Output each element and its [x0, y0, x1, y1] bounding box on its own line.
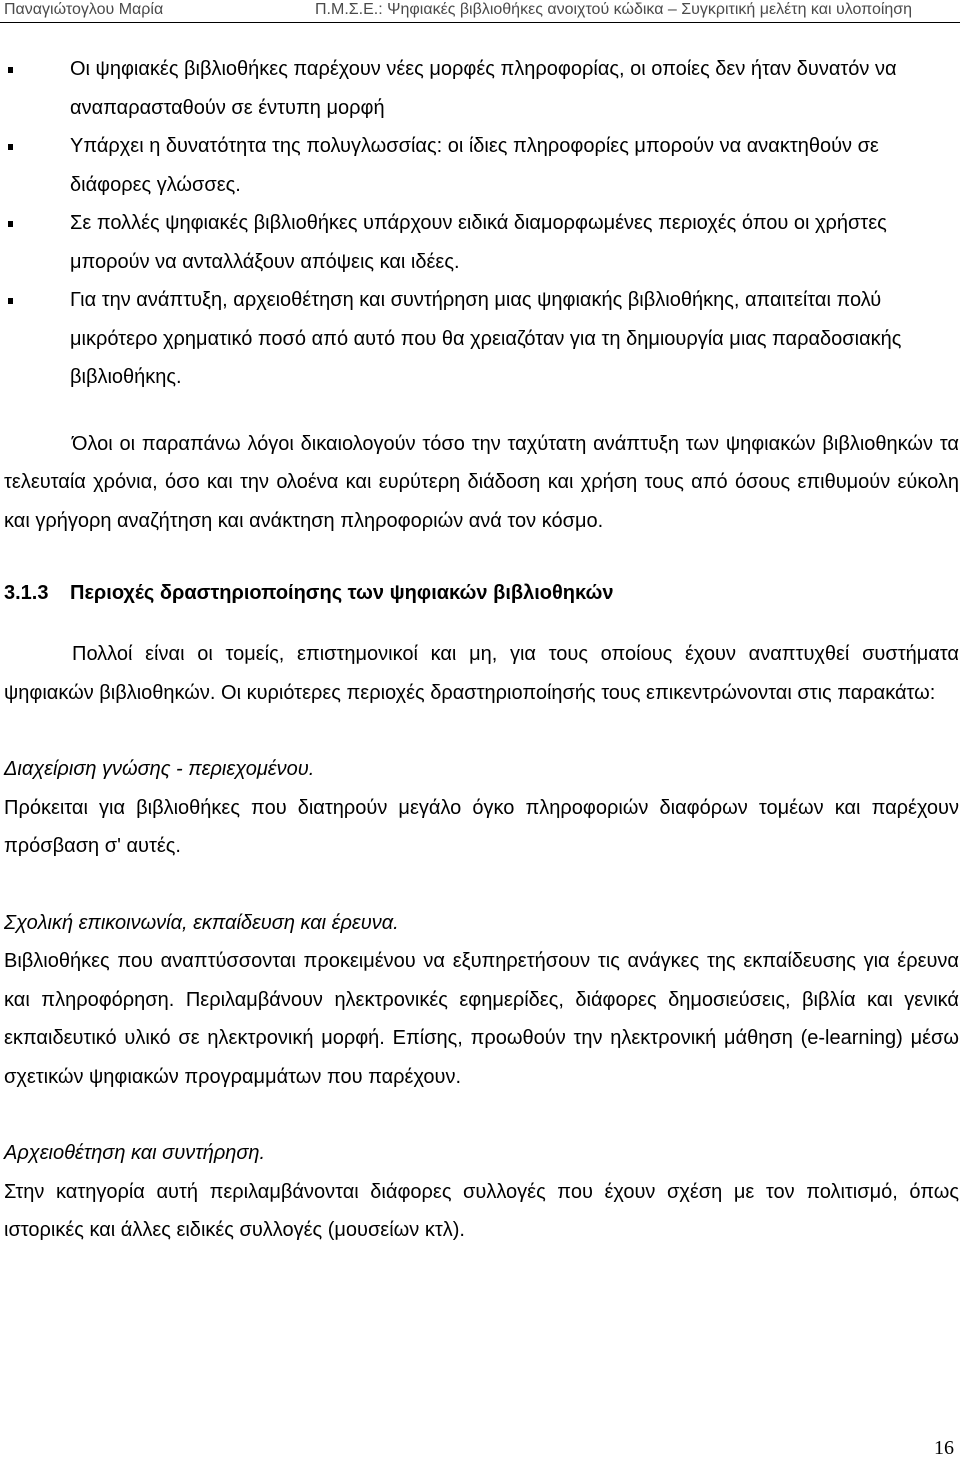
bullet-text: Για την ανάπτυξη, αρχειοθέτηση και συντήρηση μιας ψηφιακής βιβλιοθήκης, απαιτείται πολύ μικρότερο χρηματικό ποσό από αυτό που θα χρειαζόταν για τη δημιουργία μιας παραδοσιακής βιβλιοθήκης.	[70, 289, 902, 388]
section-intro: Πολλοί είναι οι τομείς, επιστημονικοί και μη, για τους οποίους έχουν αναπτυχθεί συστήματα ψηφιακών βιβλιοθηκών. Οι κυριότερες περιοχές δραστηριοποίησής τους επικεντρώνονται στις παρακάτω:	[4, 643, 959, 704]
square-bullet-icon	[8, 221, 13, 227]
page-content	[4, 50, 959, 1250]
header-rule	[0, 22, 960, 23]
bullet-item	[4, 127, 959, 204]
bullet-text: Σε πολλές ψηφιακές βιβλιοθήκες υπάρχουν ειδικά διαμορφωμένες περιοχές όπου οι χρήστες μπορούν να ανταλλάξουν απόψεις και ιδέες.	[70, 212, 887, 273]
page-number: 16	[934, 1437, 954, 1459]
bullet-list	[4, 50, 959, 397]
bullet-text: Οι ψηφιακές βιβλιοθήκες παρέχουν νέες μορφές πληροφορίας, οι οποίες δεν ήταν δυνατόν να αναπαρασταθούν σε έντυπη μορφή	[70, 58, 897, 119]
header-author: Παναγιώτογλου Μαρία	[4, 1, 164, 18]
page-header	[0, 0, 960, 26]
area-text-education: Βιβλιοθήκες που αναπτύσσονται προκειμένου να εξυπηρετήσουν τις ανάγκες της εκπαίδευσης για έρευνα και πληροφόρηση. Περιλαμβάνουν ηλεκτρονικές εφημερίδες, διάφορες δημοσιεύσεις, βιβλία και γενικά εκπαιδευτικό υλικό σε ηλεκτρονική μορφή. Επίσης, προωθούν την ηλεκτρονική μάθηση (e-learning) μέσω σχετικών ψηφιακών προγραμμάτων που παρέχουν.	[4, 950, 959, 1088]
area-title-knowledge-management: Διαχείριση γνώσης - περιεχομένου.	[4, 758, 315, 780]
area-text-knowledge-management: Πρόκειται για βιβλιοθήκες που διατηρούν μεγάλο όγκο πληροφοριών διαφόρων τομέων και παρέχουν πρόσβαση σ' αυτές.	[4, 796, 959, 857]
square-bullet-icon	[8, 144, 13, 150]
summary-paragraph: Όλοι οι παραπάνω λόγοι δικαιολογούν τόσο την ταχύτατη ανάπτυξη των ψηφιακών βιβλιοθηκών τα τελευταία χρόνια, όσο και την ολοένα και ευρύτερη διάδοση και χρήση τους από όσους επιθυμούν εύκολη και γρήγορη αναζήτηση και ανάκτηση πληροφοριών ανά τον κόσμο.	[4, 432, 959, 532]
header-title: Π.Μ.Σ.Ε.: Ψηφιακές βιβλιοθήκες ανοιχτού κώδικα – Συγκριτική μελέτη και υλοποίηση	[315, 1, 913, 18]
bullet-item	[4, 204, 959, 281]
area-title-education: Σχολική επικοινωνία, εκπαίδευση και έρευνα.	[4, 911, 399, 934]
section-title: Περιοχές δραστηριοποίησης των ψηφιακών βιβλιοθηκών	[70, 582, 614, 604]
section-number: 3.1.3	[4, 582, 49, 604]
area-text-archiving: Στην κατηγορία αυτή περιλαμβάνονται διάφορες συλλογές που έχουν σχέση με τον πολιτισμό, όπως ιστορικές και άλλες ειδικές συλλογές (μουσείων κτλ).	[4, 1180, 959, 1241]
bullet-item	[4, 281, 959, 397]
bullet-text: Υπάρχει η δυνατότητα της πολυγλωσσίας: οι ίδιες πληροφορίες μπορούν να ανακτηθούν σε διάφορες γλώσσες.	[70, 135, 879, 196]
square-bullet-icon	[8, 67, 13, 73]
section-heading	[4, 578, 959, 608]
bullet-item	[4, 50, 959, 127]
area-title-archiving: Αρχειοθέτηση και συντήρηση.	[4, 1142, 266, 1164]
square-bullet-icon	[8, 298, 13, 304]
